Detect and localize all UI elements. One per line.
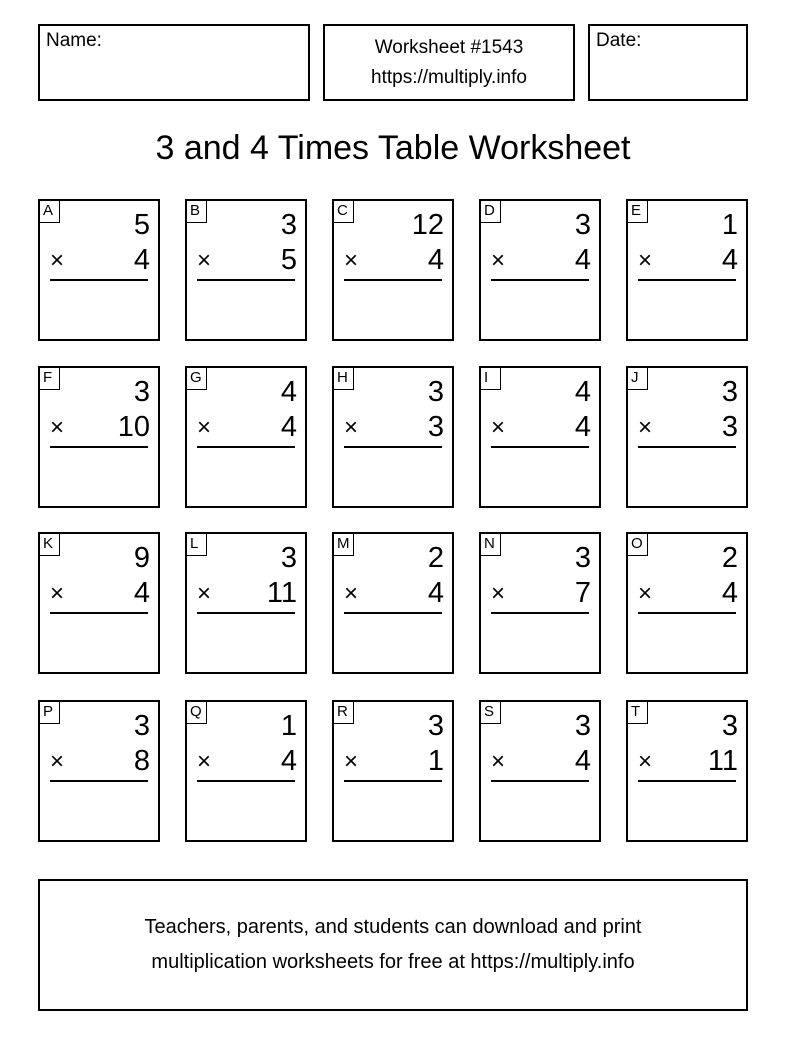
answer-line	[50, 780, 148, 782]
answer-line	[638, 446, 736, 448]
multiplicand: 3	[133, 710, 150, 742]
multiplicand: 3	[574, 542, 591, 574]
problem-card[interactable]	[332, 700, 454, 842]
date-label: Date:	[596, 30, 642, 51]
multiplier: 3	[721, 411, 738, 443]
problem-letter: P	[40, 702, 60, 724]
multiplicand: 4	[280, 376, 297, 408]
problem-card[interactable]	[332, 532, 454, 674]
problem-letter: K	[40, 534, 60, 556]
multiplier: 4	[427, 577, 444, 609]
times-sign: ×	[491, 580, 506, 607]
multiplicand: 3	[574, 710, 591, 742]
times-sign: ×	[638, 748, 653, 775]
problem-card[interactable]	[479, 532, 601, 674]
answer-line	[491, 279, 589, 281]
problem-card[interactable]	[38, 366, 160, 508]
answer-line	[638, 780, 736, 782]
problem-card[interactable]	[185, 532, 307, 674]
answer-line	[197, 780, 295, 782]
multiplier: 4	[280, 745, 297, 777]
multiplicand: 3	[133, 376, 150, 408]
footer-line-2: multiplication worksheets for free at https://multiply.info	[151, 951, 635, 973]
date-field[interactable]	[588, 24, 748, 101]
answer-line	[197, 446, 295, 448]
multiplicand: 3	[427, 710, 444, 742]
times-sign: ×	[344, 580, 359, 607]
page-title: 3 and 4 Times Table Worksheet	[155, 129, 631, 167]
multiplicand: 1	[721, 209, 738, 241]
multiplier: 5	[280, 244, 297, 276]
problem-card[interactable]	[479, 700, 601, 842]
problem-letter: B	[187, 201, 207, 223]
answer-line	[50, 612, 148, 614]
times-sign: ×	[344, 414, 359, 441]
multiplier: 8	[133, 745, 150, 777]
answer-line	[50, 446, 148, 448]
problem-card[interactable]	[185, 199, 307, 341]
times-sign: ×	[638, 414, 653, 441]
multiplicand: 5	[133, 209, 150, 241]
problem-card[interactable]	[479, 199, 601, 341]
name-field[interactable]	[38, 24, 310, 101]
multiplier: 4	[133, 244, 150, 276]
multiplier: 10	[117, 411, 150, 443]
answer-line	[344, 279, 442, 281]
problem-letter: O	[628, 534, 648, 556]
multiplier: 4	[721, 577, 738, 609]
footer-box	[38, 879, 748, 1011]
multiplicand: 3	[280, 209, 297, 241]
multiplier: 1	[427, 745, 444, 777]
multiplier: 4	[721, 244, 738, 276]
problem-card[interactable]	[185, 700, 307, 842]
times-sign: ×	[50, 247, 65, 274]
times-sign: ×	[491, 414, 506, 441]
problem-card[interactable]	[332, 366, 454, 508]
problem-letter: L	[187, 534, 207, 556]
answer-line	[638, 612, 736, 614]
answer-line	[197, 612, 295, 614]
worksheet-info-box	[323, 24, 575, 101]
multiplier: 3	[427, 411, 444, 443]
problem-card[interactable]	[626, 700, 748, 842]
multiplicand: 3	[427, 376, 444, 408]
problem-letter: M	[334, 534, 354, 556]
multiplicand: 2	[427, 542, 444, 574]
problem-letter: F	[40, 368, 60, 390]
problem-letter: S	[481, 702, 501, 724]
problem-card[interactable]	[626, 199, 748, 341]
problem-letter: I	[481, 368, 501, 390]
answer-line	[491, 612, 589, 614]
multiplier: 4	[574, 411, 591, 443]
times-sign: ×	[50, 414, 65, 441]
answer-line	[344, 446, 442, 448]
name-label: Name:	[46, 30, 102, 51]
problem-letter: Q	[187, 702, 207, 724]
problem-card[interactable]	[626, 532, 748, 674]
problem-card[interactable]	[38, 700, 160, 842]
times-sign: ×	[197, 748, 212, 775]
multiplier: 4	[574, 244, 591, 276]
multiplicand: 1	[280, 710, 297, 742]
times-sign: ×	[491, 247, 506, 274]
multiplier: 7	[574, 577, 591, 609]
multiplier: 4	[280, 411, 297, 443]
problem-letter: A	[40, 201, 60, 223]
answer-line	[491, 446, 589, 448]
times-sign: ×	[344, 748, 359, 775]
problem-letter: G	[187, 368, 207, 390]
answer-line	[344, 780, 442, 782]
multiplicand: 9	[133, 542, 150, 574]
times-sign: ×	[197, 414, 212, 441]
problem-card[interactable]	[332, 199, 454, 341]
times-sign: ×	[491, 748, 506, 775]
multiplicand: 2	[721, 542, 738, 574]
answer-line	[638, 279, 736, 281]
multiplier: 4	[133, 577, 150, 609]
multiplicand: 3	[721, 376, 738, 408]
times-sign: ×	[50, 580, 65, 607]
problem-letter: D	[481, 201, 501, 223]
footer-line-1: Teachers, parents, and students can download and print	[144, 916, 642, 938]
times-sign: ×	[638, 580, 653, 607]
multiplicand: 4	[574, 376, 591, 408]
multiplier: 11	[707, 745, 738, 777]
problem-letter: H	[334, 368, 354, 390]
times-sign: ×	[50, 748, 65, 775]
answer-line	[50, 279, 148, 281]
worksheet-url: https://multiply.info	[371, 66, 527, 88]
times-sign: ×	[197, 247, 212, 274]
answer-line	[491, 780, 589, 782]
problem-letter: C	[334, 201, 354, 223]
multiplier: 11	[266, 577, 297, 609]
worksheet-number: Worksheet #1543	[374, 36, 524, 58]
problem-letter: R	[334, 702, 354, 724]
times-sign: ×	[344, 247, 359, 274]
times-sign: ×	[197, 580, 212, 607]
problem-card[interactable]	[38, 532, 160, 674]
problem-letter: T	[628, 702, 648, 724]
multiplicand: 3	[280, 542, 297, 574]
problem-letter: J	[628, 368, 648, 390]
multiplier: 4	[427, 244, 444, 276]
problem-card[interactable]	[38, 199, 160, 341]
answer-line	[197, 279, 295, 281]
multiplicand: 3	[721, 710, 738, 742]
problem-card[interactable]	[185, 366, 307, 508]
times-sign: ×	[638, 247, 653, 274]
problem-letter: E	[628, 201, 648, 223]
problem-letter: N	[481, 534, 501, 556]
multiplier: 4	[574, 745, 591, 777]
problem-card[interactable]	[479, 366, 601, 508]
answer-line	[344, 612, 442, 614]
problem-card[interactable]	[626, 366, 748, 508]
multiplicand: 3	[574, 209, 591, 241]
multiplicand: 12	[411, 209, 444, 241]
